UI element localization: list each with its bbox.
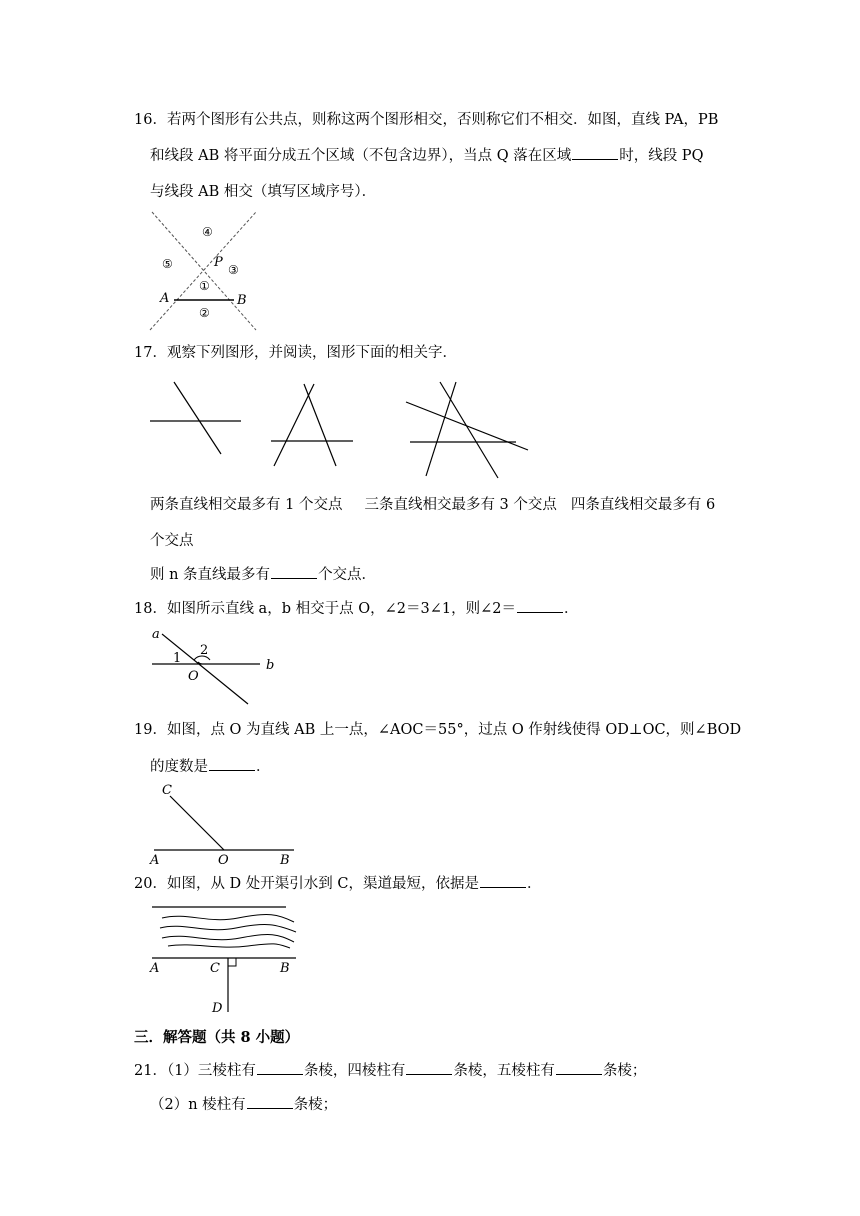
q16-figure	[148, 210, 263, 335]
q19-label-b: B	[280, 853, 290, 868]
q19-label-o: O	[218, 853, 229, 868]
q16-answer-blank[interactable]	[572, 145, 618, 160]
q20-label-c: C	[210, 961, 220, 976]
q18-line1	[134, 598, 578, 619]
q17-question	[150, 564, 376, 585]
q20-tail: ．	[527, 876, 542, 892]
q16-line1: 16．若两个图形有公共点，则称这两个图形相交，否则称它们不相交．如图，直线 PA，PB	[134, 112, 719, 128]
q19-figure	[148, 780, 298, 868]
q17-caption-wrap: 个交点	[150, 533, 194, 549]
q21-line2	[150, 1094, 337, 1115]
q17-caption-4-lines: 四条直线相交最多有 6	[570, 497, 716, 513]
q16-line2-tail: 时，线段 PQ	[619, 148, 704, 164]
q21-line1	[134, 1060, 646, 1081]
q17-figure-two-lines	[146, 378, 246, 458]
q21-blank-triangular[interactable]	[257, 1060, 303, 1075]
q19-line1: 19．如图，点 O 为直线 AB 上一点，∠AOC＝55°，过点 O 作射线使得 OD⊥OC，则∠BOD	[134, 722, 742, 738]
q17-caption-2-lines: 两条直线相交最多有 1 个交点	[150, 497, 343, 513]
q20-line1	[134, 873, 542, 894]
q21-blank-quadrangular[interactable]	[406, 1060, 452, 1075]
q17-question-text: 则 n 条直线最多有	[150, 567, 271, 583]
q19-label-c: C	[162, 783, 172, 798]
q17-figure-three-lines	[266, 380, 358, 470]
q17-captions	[150, 495, 715, 515]
q18-label-o: O	[188, 669, 199, 684]
q18-answer-blank[interactable]	[517, 598, 563, 613]
q18-figure	[148, 624, 278, 706]
q21-blank-pentagonal[interactable]	[556, 1060, 602, 1075]
q18-label-b: b	[266, 658, 275, 673]
q16-line3: 与线段 AB 相交（填写区域序号）．	[150, 184, 377, 200]
q21-part2-text-a: （2）n 棱柱有	[150, 1097, 246, 1113]
q20-figure	[148, 900, 300, 1016]
q16-region-1: ①	[199, 279, 210, 293]
q20-label-a: A	[150, 961, 160, 976]
q16-label-a: A	[160, 291, 170, 306]
q16-line2-text: 和线段 AB 将平面分成五个区域（不包含边界），当点 Q 落在区域	[150, 148, 572, 164]
q18-text: 18．如图所示直线 a，b 相交于点 O，∠2＝3∠1，则∠2＝	[134, 601, 516, 617]
q18-label-2: 2	[200, 643, 209, 658]
q16-region-4: ④	[202, 225, 213, 239]
q16-region-5: ⑤	[162, 257, 173, 271]
q20-answer-blank[interactable]	[480, 873, 526, 888]
q21-part1-text-b: 条棱，四棱柱有	[303, 1063, 406, 1079]
q16-region-2: ②	[199, 306, 210, 320]
section-3-title: 三．解答题（共 8 小题）	[134, 1029, 300, 1046]
q16-region-3: ③	[228, 263, 239, 277]
q19-line2-text: 的度数是	[150, 759, 208, 775]
q17-line1: 17．观察下列图形，并阅读，图形下面的相关字．	[134, 345, 457, 361]
q20-label-b: B	[280, 961, 290, 976]
q19-line2-tail: ．	[256, 759, 271, 775]
q16-label-p: P	[214, 255, 223, 270]
q19-answer-blank[interactable]	[209, 756, 255, 771]
q21-part1-text-d: 条棱；	[602, 1063, 647, 1079]
q16-label-b: B	[237, 293, 247, 308]
q19-line2	[150, 756, 271, 777]
q21-part1-text-c: 条棱，五棱柱有	[453, 1063, 555, 1079]
q20-label-d: D	[212, 1001, 223, 1016]
q17-question-tail: 个交点．	[318, 567, 377, 583]
q20-text: 20．如图，从 D 处开渠引水到 C，渠道最短，依据是	[134, 876, 479, 892]
q18-label-1: 1	[173, 651, 182, 666]
q17-figure-four-lines	[400, 378, 532, 480]
q21-part2-text-b: 条棱；	[293, 1097, 338, 1113]
q17-answer-blank[interactable]	[271, 564, 317, 579]
q21-blank-n-prism[interactable]	[247, 1094, 293, 1109]
q21-part1-text-a: 21．（1）三棱柱有	[134, 1063, 256, 1079]
q18-label-a: a	[152, 627, 160, 642]
q18-tail: ．	[563, 601, 579, 617]
q16-line2	[150, 145, 703, 166]
q17-caption-3-lines: 三条直线相交最多有 3 个交点	[364, 497, 557, 513]
q19-label-a: A	[150, 853, 160, 868]
